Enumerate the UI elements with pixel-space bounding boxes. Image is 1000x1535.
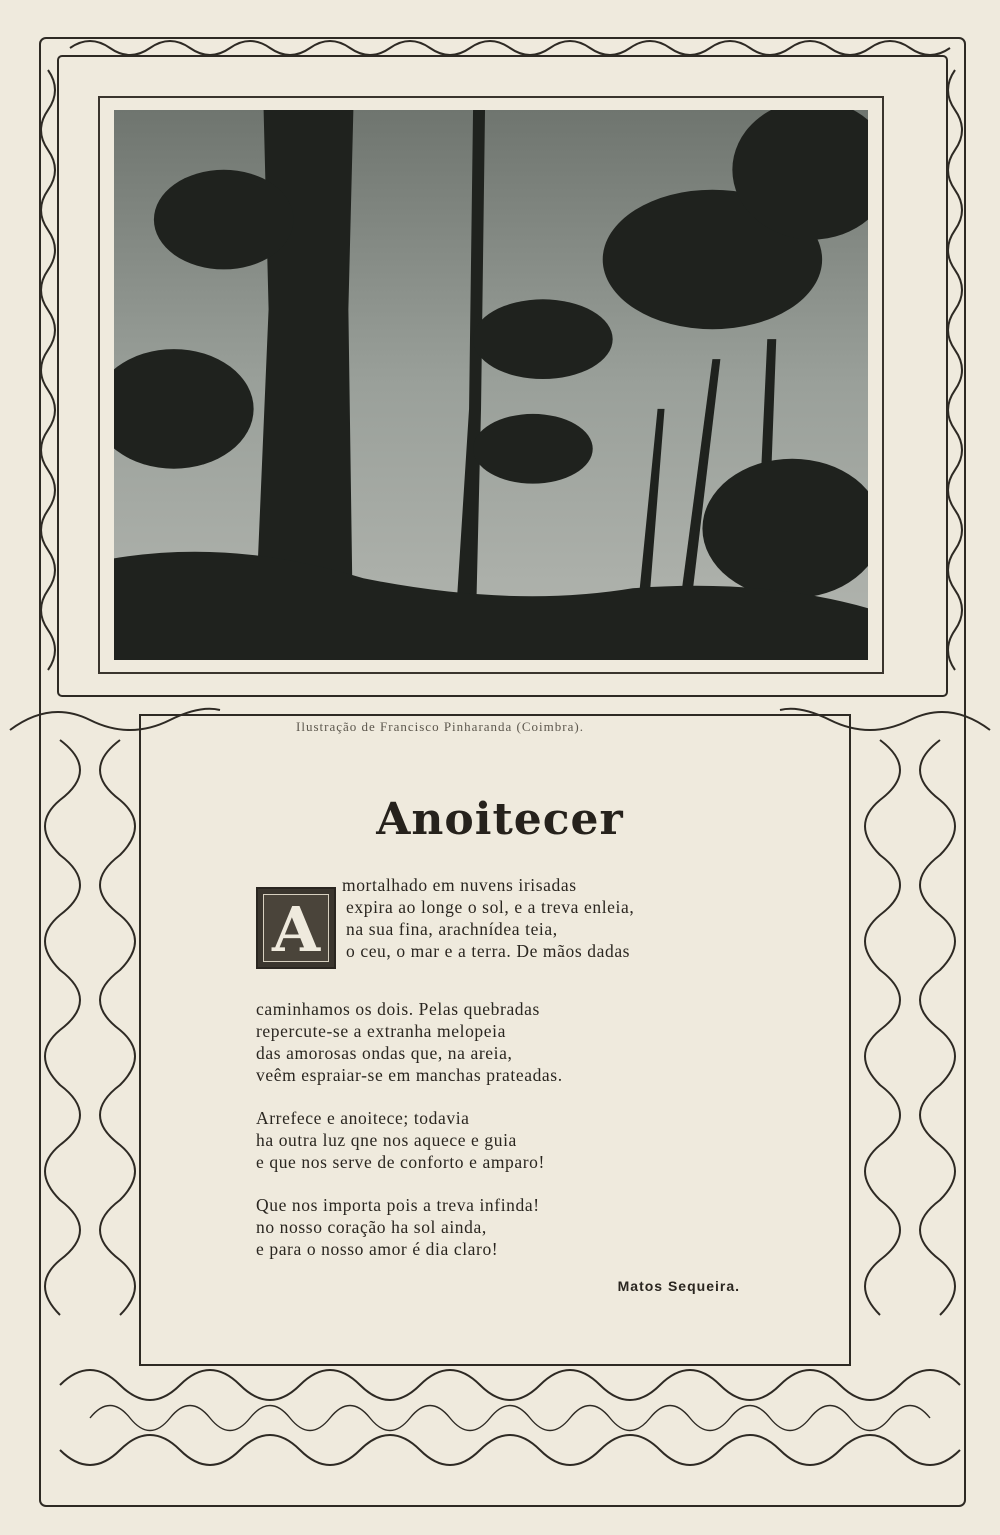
poem-title: Anoitecer <box>376 794 624 845</box>
verse-line: repercute-se a extranha melopeia <box>256 1021 506 1041</box>
stanza-1 <box>342 874 635 962</box>
verse-line: Que nos importa pois a treva infinda! <box>256 1195 540 1215</box>
stanza-4 <box>256 1194 563 1260</box>
verse-line: o ceu, o mar e a terra. De mãos dadas <box>346 941 631 961</box>
photo-caption: Ilustração de Francisco Pinharanda (Coimbra). <box>296 719 584 734</box>
verse-line: mortalhado em nuvens irisadas <box>342 875 577 895</box>
photo-frame <box>98 96 884 674</box>
poem-author: Matos Sequeira. <box>617 1278 740 1294</box>
verse-line: Arrefece e anoitece; todavia <box>256 1108 470 1128</box>
verse-line: das amorosas ondas que, na areia, <box>256 1043 513 1063</box>
stanza-3 <box>256 1107 563 1173</box>
poem-body <box>256 998 563 1281</box>
verse-line: caminhamos os dois. Pelas quebradas <box>256 999 540 1019</box>
verse-line: na sua fina, arachnídea teia, <box>346 919 558 939</box>
verse-line: ha outra luz qne nos aquece e guia <box>256 1130 517 1150</box>
pine-trees-photo <box>114 110 868 660</box>
verse-line: expira ao longe o sol, e a treva enleia, <box>346 897 635 917</box>
drop-cap-letter: A <box>271 893 321 966</box>
stanza-2 <box>256 998 563 1086</box>
verse-line: veêm espraiar-se em manchas prateadas. <box>256 1065 563 1085</box>
drop-cap <box>256 887 336 969</box>
verse-line: e que nos serve de conforto e amparo! <box>256 1152 545 1172</box>
verse-line: no nosso coração ha sol ainda, <box>256 1217 487 1237</box>
verse-line: e para o nosso amor é dia claro! <box>256 1239 499 1259</box>
